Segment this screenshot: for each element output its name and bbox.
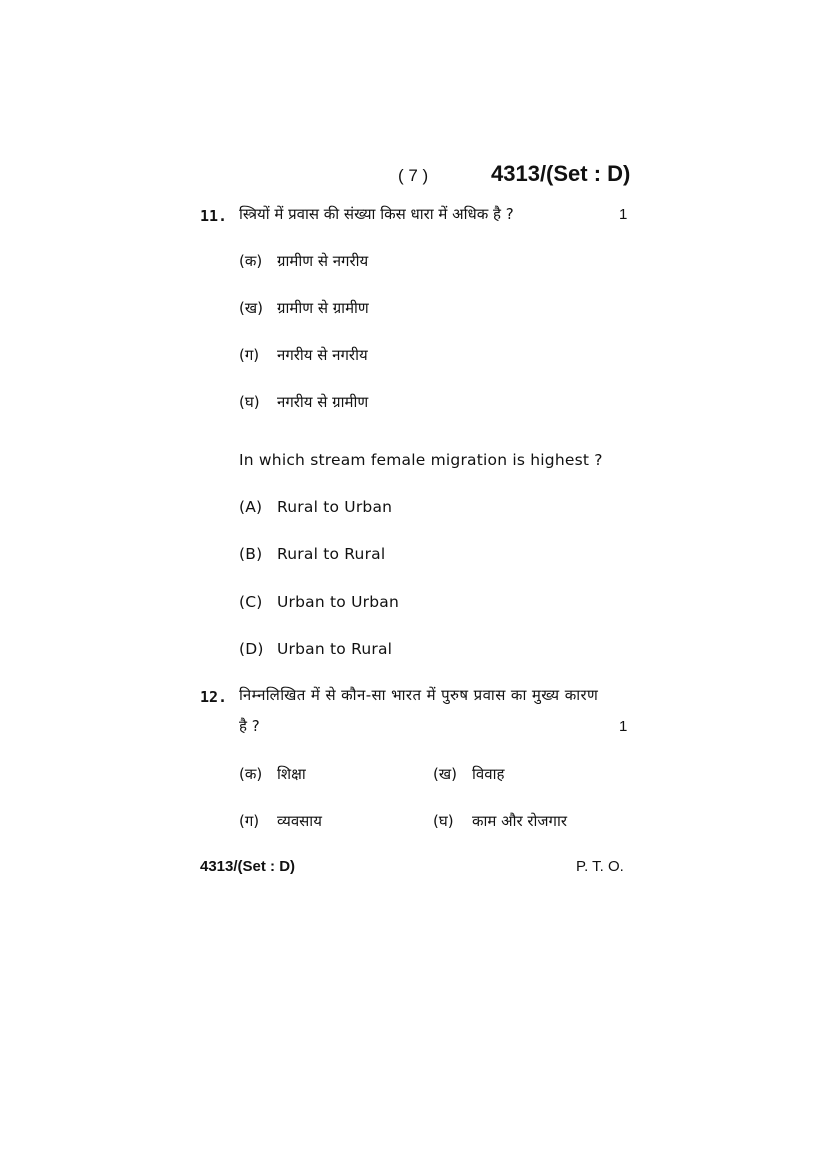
q11-hindi-option-ka-label: (क) (239, 252, 263, 270)
q11-english-option-c-text: Urban to Urban (277, 593, 399, 611)
q11-hindi-option-kha-text: ग्रामीण से ग्रामीण (277, 299, 369, 317)
question-12-hindi-text-line1: निम्नलिखित में से कौन-सा भारत में पुरुष प्रवास का मुख्य कारण (239, 686, 599, 704)
pto-label: P. T. O. (576, 858, 624, 875)
question-11-hindi-text: स्त्रियों में प्रवास की संख्या किस धारा में अधिक है ? (239, 205, 514, 223)
question-12-hindi-text-line2: है ? (239, 717, 260, 735)
q12-option-ga-label: (ग) (239, 812, 260, 830)
q11-hindi-option-ga-text: नगरीय से नगरीय (277, 346, 368, 364)
q12-option-gha-text: काम और रोजगार (472, 812, 568, 830)
q11-hindi-option-gha-label: (घ) (239, 393, 260, 411)
q12-option-kha-text: विवाह (472, 765, 505, 783)
q12-option-ka-label: (क) (239, 765, 263, 783)
page-number: ( 7 ) (398, 166, 429, 185)
q11-english-option-d-label: (D) (239, 640, 264, 658)
q11-english-option-a-text: Rural to Urban (277, 498, 393, 516)
q11-english-option-a-label: (A) (239, 498, 263, 516)
paper-code-header: 4313/(Set : D) (491, 161, 631, 186)
question-12-marks: 1 (619, 718, 628, 735)
q12-option-ka-text: शिक्षा (277, 765, 306, 783)
question-12-number: 12. (200, 688, 228, 706)
q11-english-option-d-text: Urban to Rural (277, 640, 393, 658)
question-11-english-text: In which stream female migration is highest ? (239, 451, 603, 469)
q11-hindi-option-ka-text: ग्रामीण से नगरीय (277, 252, 369, 270)
q12-option-gha-label: (घ) (433, 812, 454, 830)
paper-code-footer: 4313/(Set : D) (200, 858, 296, 875)
q11-english-option-b-text: Rural to Rural (277, 545, 386, 563)
q12-option-kha-label: (ख) (433, 765, 457, 783)
question-11-marks: 1 (619, 206, 628, 223)
q12-option-ga-text: व्यवसाय (277, 812, 322, 830)
question-11-number: 11. (200, 207, 228, 225)
q11-hindi-option-ga-label: (ग) (239, 346, 260, 364)
q11-hindi-option-kha-label: (ख) (239, 299, 263, 317)
q11-english-option-c-label: (C) (239, 593, 263, 611)
q11-hindi-option-gha-text: नगरीय से ग्रामीण (277, 393, 369, 411)
q11-english-option-b-label: (B) (239, 545, 263, 563)
